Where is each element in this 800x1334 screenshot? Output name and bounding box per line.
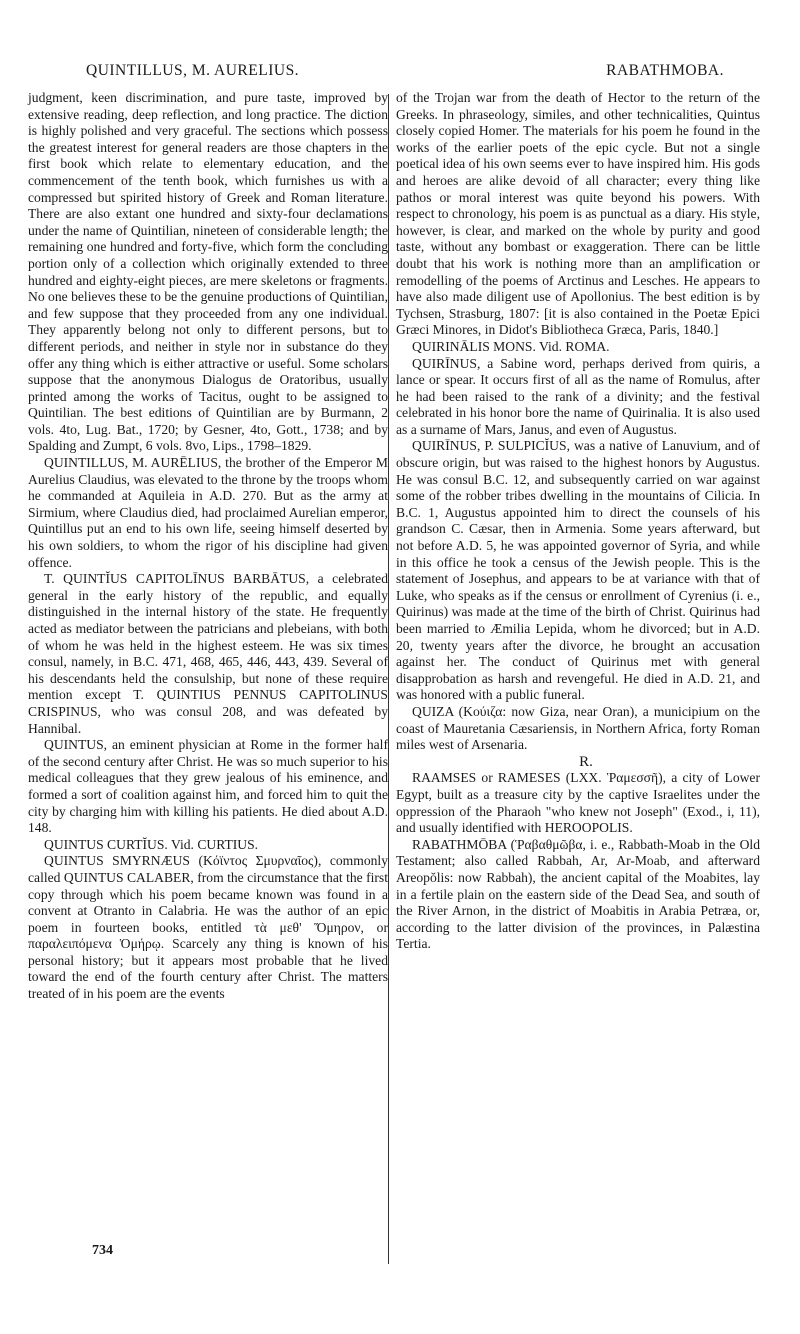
entry-raamses: RAAMSES or RAMESES (LXX. Ῥαμεσσῆ), a city of Lower Egypt, built as a treasure city by the captive Israelites under the oppression of the Pharaoh "who knew not Joseph" (Exod., i, 11), and usually identified with HEROOPOLIS. — [396, 770, 760, 836]
section-letter-r: R. — [579, 753, 593, 770]
entry-quintus-smyrnaeus-continued: of the Trojan war from the death of Hector to the return of the Greeks. In phraseology, similes, and other technicalities, Quintus closely copied Homer. The materials for his poem he found in the works of the earlier poets of the epic cycle. But not a single poetical idea of his own seems ever to have inspired him. His gods and heroes are alike devoid of all character; every thing like pathos or moral interest was quite beyond his powers. With respect to chronology, his poem is as punctual as a diary. His style, however, is clear, and marked on the whole by purity and good taste, without any bombast or exaggeration. There can be little doubt that his work is nothing more than an amplification or remodelling of the poems of Arctinus and Lesches. He appears to have also made diligent use of Apollonius. The best edition is by Tychsen, Strasburg, 1807: [it is also contained in the Poetæ Epici Græci Minores, in Didot's Bibliotheca Græca, Paris, 1840.] — [396, 90, 760, 338]
entry-quirinalis-mons: QUIRINĀLIS MONS. Vid. ROMA. — [412, 338, 610, 354]
entry-quintus-physician: QUINTUS, an eminent physician at Rome in the former half of the second century after Christ. He was so much superior to his medical colleagues that they grew jealous of his eminence, and formed a sort of coalition against him, and forced him to quit the city by charging him with killing his patients. He died about A.D. 148. — [28, 737, 388, 836]
entry-quintus-curtius: QUINTUS CURTĬUS. Vid. CURTIUS. — [44, 836, 259, 852]
running-header — [36, 62, 764, 86]
entry-rabathmoba: RABATHMŌBA (Ῥαβαθμῶβα, i. e., Rabbath-Moab in the Old Testament; also called Rabbah, Ar, Ar-Moab, and afterward Areopŏlis: now Rabbah), the ancient capital of the Moabites, lay in a fertile plain on the eastern side of the Dead Sea, and south of the River Arnon, in the district of Moabitis in Arabia Petræa, or, according to the latter division of the provinces, in Palæstina Tertia. — [396, 836, 760, 952]
entry-quiza: QUIZA (Κούιζα: now Giza, near Oran), a municipium on the coast of Mauretania Cæsariensis, in Northern Africa, forty Roman miles west of Arsenaria. — [396, 703, 760, 753]
right-column — [396, 90, 760, 953]
column-divider — [388, 94, 389, 1264]
entry-quirinus-sulpicius: QUIRĪNUS, P. SULPICĬUS, was a native of Lanuvium, and of obscure origin, but was raised to the highest honors by Augustus. He was consul B.C. 12, and subsequently carried on war against some of the robber tribes dwelling in the mountains of Cilicia. In B.C. 1, Augustus appointed him to direct the counsels of his grandson C. Cæsar, then in Armenia. Some years afterward, but not before A.D. 5, he was appointed governor of Syria, and while in this office he took a census of the Jewish people. This is the statement of Josephus, and appears to be at variance with that of Luke, who speaks as if the census or enrollment of Cyrenius (i. e., Quirinus) was made at the time of the birth of Christ. Quirinus had been married to Æmilia Lepida, whom he divorced; but in A.D. 20, twenty years after the divorce, he brought an accusation against her. The conduct of Quirinus met with general disapprobation as harsh and revengeful. He died in A.D. 21, and was honored with a public funeral. — [396, 438, 760, 703]
entry-quintus-smyrnaeus: QUINTUS SMYRNÆUS (Κόϊντος Σμυρναῖος), commonly called QUINTUS CALABER, from the circumstance that the first copy through which his poem became known was found in a convent at Otranto in Calabria. He was the author of an epic poem in fourteen books, entitled τὰ μεθ' Ὅμηρον, or παραλειπόμενα Ὁμήρῳ. Scarcely any thing is known of his personal history; but it appears most probable that he lived toward the end of the fourth century after Christ. The matters treated of in his poem are the events — [28, 853, 388, 1002]
entry-quirinus-sabine: QUIRĪNUS, a Sabine word, perhaps derived from quiris, a lance or spear. It occurs first of all as the name of Romulus, after he had been raised to the rank of a divinity; and the festival celebrated in his honor bore the name of Quirinalia. It is also used as a surname of Mars, Janus, and even of Augustus. — [396, 355, 760, 437]
header-left-title: QUINTILLUS, M. AURELIUS. — [86, 62, 300, 79]
page-number: 734 — [92, 1243, 113, 1258]
entry-quintilian-continued: judgment, keen discrimination, and pure taste, improved by extensive reading, deep reflection, and long practice. The diction is highly polished and very graceful. The sections which possess the greatest interest for general readers are those chapters in the first book which relate to elementary education, and the commencement of the tenth book, which furnishes us with a compressed but spirited history of Greek and Roman literature. There are also extant one hundred and sixty-four declamations under the name of Quintilian, nineteen of considerable length; the remaining one hundred and forty-five, which form the concluding portion only of a collection which originally extended to three hundred and eighty-eight pieces, are mere skeletons or fragments. No one believes these to be the genuine productions of Quintilian, and few suppose that they proceeded from any one individual. They apparently belong not only to different persons, but to different periods, and neither in style nor in substance do they offer any thing which is either attractive or useful. Some scholars suppose that the anonymous Dialogus de Oratoribus, usually printed among the works of Tacitus, ought to be assigned to Quintilian. The best editions of Quintilian are by Burmann, 2 vols. 4to, Lug. Bat., 1720; by Gesner, 4to, Gott., 1738; and by Spalding and Zumpt, 6 vols. 8vo, Lips., 1798–1829. — [28, 90, 388, 454]
left-column — [28, 90, 388, 1003]
entry-quintius-capitolinus: T. QUINTĬUS CAPITOLĪNUS BARBĀTUS, a celebrated general in the early history of the republic, and equally distinguished in the internal history of the state. He frequently acted as mediator between the patricians and plebeians, with both of whom he was held in the highest esteem. He was six times consul, namely, in B.C. 471, 468, 465, 446, 443, 439. Several of his descendants held the consulship, but none of these require mention except T. QUINTIUS PENNUS CAPITOLINUS CRISPINUS, who was consul 208, and was defeated by Hannibal. — [28, 571, 388, 736]
entry-quintillus: QUINTILLUS, M. AURĒLIUS, the brother of the Emperor M Aurelius Claudius, was elevated to the throne by the troops whom he commanded at Aquileia in A.D. 270. But as the army at Sirmium, where Claudius died, had proclaimed Aurelian emperor, Quintillus put an end to his own life, seeing himself deserted by his own soldiers, to whom the rigor of his discipline had given offence. — [28, 455, 388, 570]
header-right-title: RABATHMOBA. — [606, 62, 724, 79]
